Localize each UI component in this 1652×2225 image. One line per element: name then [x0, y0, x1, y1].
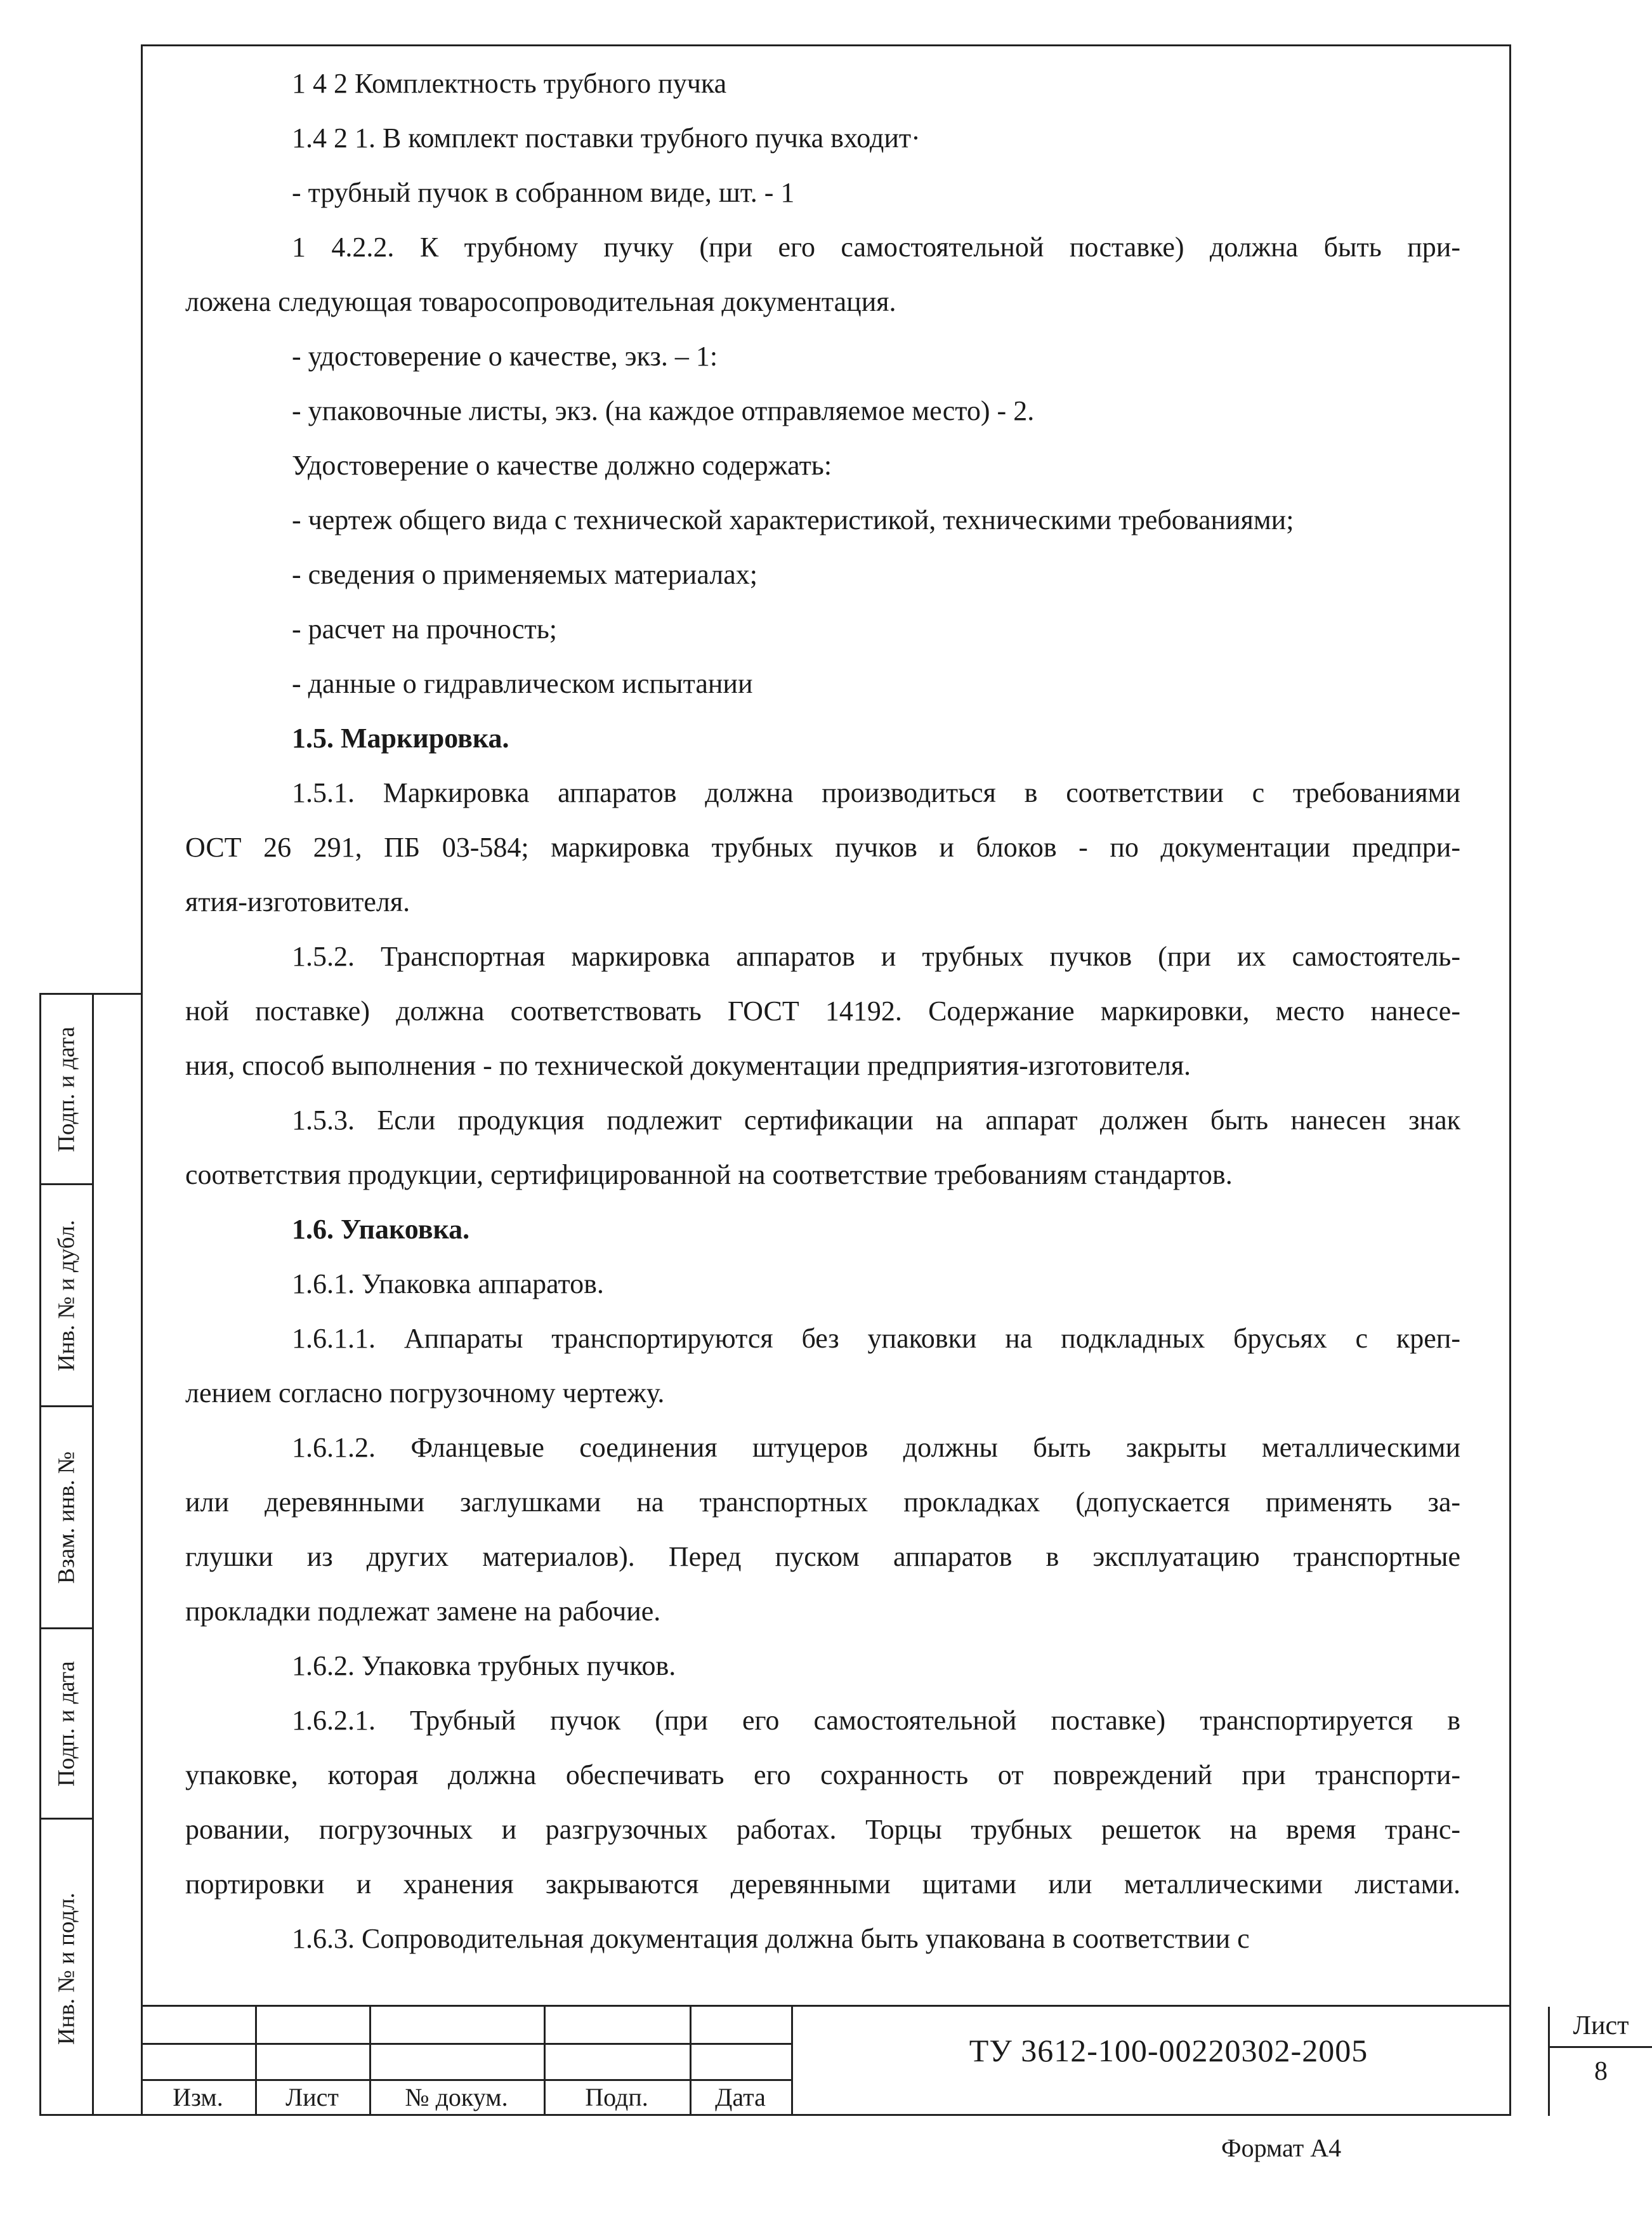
paragraph-33: 1.6.3. Сопроводительная документация должна быть упакована в соответствии с: [292, 1923, 1250, 1954]
paragraph-1: 1 4 2 Комплектность трубного пучка: [292, 68, 727, 99]
sheet-number: 8: [1594, 2057, 1608, 2086]
side-stamp-column: [39, 993, 141, 2116]
paragraph-5: ложена следующая товаросопроводительная документация.: [185, 286, 896, 317]
side-label-inv-dupl: Инв. № и дубл.: [53, 1219, 80, 1371]
sheet-divider: [1550, 2046, 1652, 2048]
paragraph-17: ной поставке) должна соответствовать ГОСТ 14192. Содержание маркировки, место нанесе-: [185, 995, 1460, 1027]
format-note: Формат А4: [1221, 2134, 1342, 2162]
paragraph-21: 1.6.1. Упаковка аппаратов.: [292, 1268, 604, 1299]
section-heading-marking: 1.5. Маркировка.: [292, 723, 509, 754]
side-cell-replace-inv: [41, 1407, 92, 1629]
sheet-label: Лист: [1573, 2011, 1629, 2040]
header-date: Дата: [715, 2083, 766, 2111]
revision-row-line: [141, 2043, 791, 2045]
side-label-sign-date-1: Подп. и дата: [53, 1026, 80, 1152]
header-change: Изм.: [173, 2083, 223, 2111]
side-column-divider: [92, 995, 94, 2114]
paragraph-12: - данные о гидравлическом испытании: [292, 668, 753, 699]
side-label-inv-orig: Инв. № и подл.: [53, 1893, 80, 2045]
paragraph-13: 1.5.1. Маркировка аппаратов должна производиться в соответствии с требованиями: [292, 777, 1460, 808]
paragraph-14: ОСТ 26 291, ПБ 03-584; маркировка трубных пучков и блоков - по документации предпри-: [185, 832, 1460, 863]
side-label-sign-date-2: Подп. и дата: [53, 1660, 80, 1787]
paragraph-28: 1.6.2. Упаковка трубных пучков.: [292, 1650, 676, 1681]
revision-col-line: [791, 2007, 793, 2116]
paragraph-9: - чертеж общего вида с технической характеристикой, техническими требованиями;: [292, 504, 1294, 535]
paragraph-22: 1.6.1.1. Аппараты транспортируются без упаковки на подкладных брусьях с креп-: [292, 1323, 1460, 1354]
paragraph-6: - удостоверение о качестве, экз. – 1:: [292, 341, 718, 372]
side-cell-inv-dupl: [41, 1185, 92, 1407]
side-label-replace-inv: Взам. инв. №: [53, 1451, 80, 1584]
sheet-number-box: [1548, 2007, 1652, 2116]
section-heading-packaging: 1.6. Упаковка.: [292, 1214, 470, 1245]
paragraph-27: прокладки подлежат замене на рабочие.: [185, 1596, 661, 1627]
paragraph-29: 1.6.2.1. Трубный пучок (при его самостоятельной поставке) транспортируется в: [292, 1705, 1460, 1736]
paragraph-2: 1.4 2 1. В комплект поставки трубного пучка входит·: [292, 122, 921, 154]
title-block: [141, 2005, 1629, 2116]
paragraph-32: портировки и хранения закрываются деревянными щитами или металлическими листами.: [185, 1868, 1460, 1900]
paragraph-16: 1.5.2. Транспортная маркировка аппаратов и трубных пучков (при их самостоятель-: [292, 941, 1460, 972]
paragraph-23: лением согласно погрузочному чертежу.: [185, 1377, 665, 1408]
paragraph-8: Удостоверение о качестве должно содержать:: [292, 450, 832, 481]
paragraph-26: глушки из других материалов). Перед пуском аппаратов в эксплуатацию транспортные: [185, 1541, 1460, 1572]
paragraph-19: 1.5.3. Если продукция подлежит сертификации на аппарат должен быть нанесен знак: [292, 1105, 1460, 1136]
paragraph-11: - расчет на прочность;: [292, 614, 558, 645]
header-signature: Подп.: [585, 2083, 648, 2111]
paragraph-30: упаковке, которая должна обеспечивать его сохранность от повреждений при транспорти-: [185, 1759, 1460, 1790]
revision-table: [141, 2007, 791, 2116]
paragraph-7: - упаковочные листы, экз. (на каждое отправляемое место) - 2.: [292, 395, 1035, 426]
document-code: ТУ 3612-100-00220302-2005: [969, 2033, 1368, 2068]
side-cell-sign-date-1: [41, 995, 92, 1185]
paragraph-25: или деревянными заглушками на транспортных прокладках (допускается применять за-: [185, 1487, 1460, 1518]
side-cell-inv-orig: [41, 1820, 92, 2118]
paragraph-18: ния, способ выполнения - по технической документации предприятия-изготовителя.: [185, 1050, 1191, 1081]
paragraph-24: 1.6.1.2. Фланцевые соединения штуцеров должны быть закрыты металлическими: [292, 1432, 1460, 1463]
side-cell-sign-date-2: [41, 1629, 92, 1820]
paragraph-15: ятия-изготовителя.: [185, 886, 410, 917]
header-document-number: № докум.: [405, 2083, 508, 2111]
revision-row-line: [141, 2079, 791, 2081]
paragraph-20: соответствия продукции, сертифицированной на соответствие требованиям стандартов.: [185, 1159, 1233, 1190]
paragraph-31: ровании, погрузочных и разгрузочных работах. Торцы трубных решеток на время транс-: [185, 1814, 1460, 1845]
paragraph-10: - сведения о применяемых материалах;: [292, 559, 757, 590]
header-sheet: Лист: [285, 2083, 339, 2111]
paragraph-3: - трубный пучок в собранном виде, шт. - 1: [292, 177, 795, 208]
paragraph-4: 1 4.2.2. К трубному пучку (при его самостоятельной поставке) должна быть при-: [292, 232, 1460, 263]
